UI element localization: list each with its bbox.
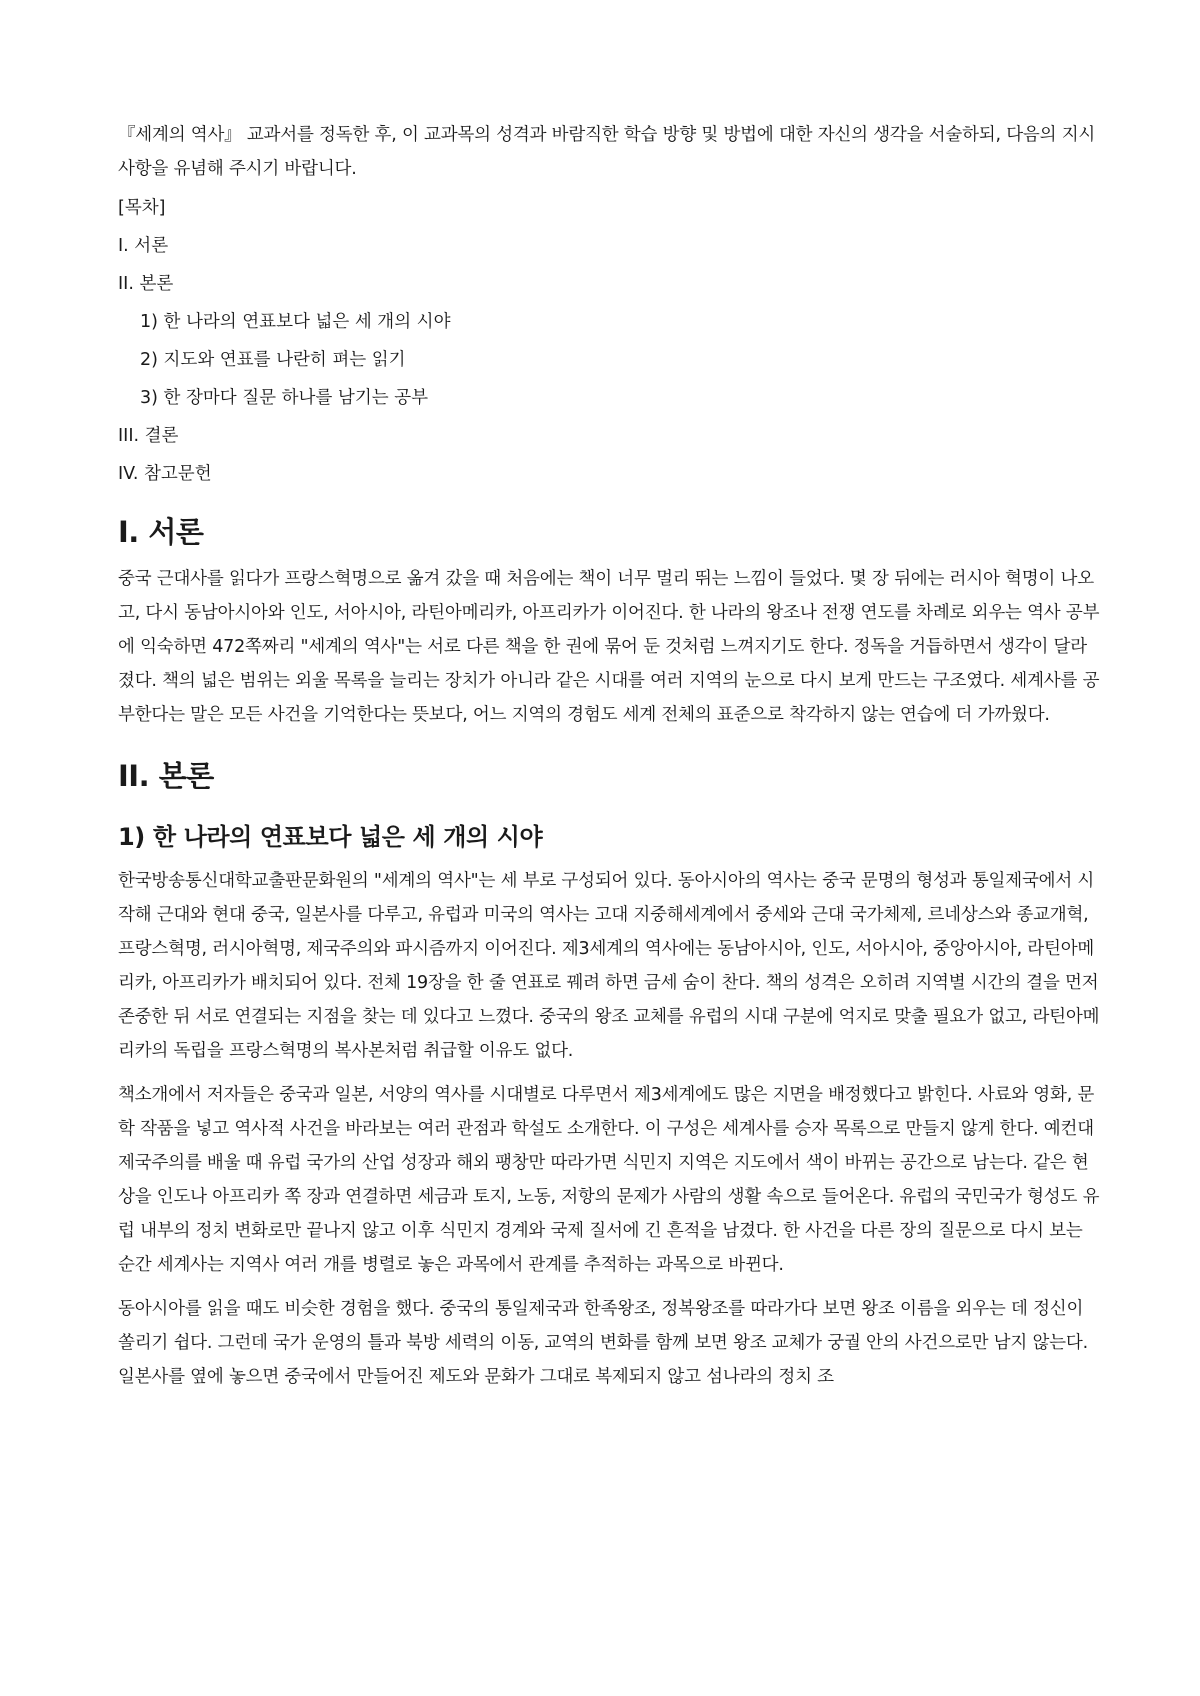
section-heading-introduction: I. 서론 — [118, 515, 204, 549]
toc-heading: [목차] — [118, 198, 166, 218]
body-paragraph: 동아시아를 읽을 때도 비슷한 경험을 했다. 중국의 통일제국과 한족왕조, 정복왕조를 따라가다 보면 왕조 이름을 외우는 데 정신이 쏠리기 쉽다. 그런데 국가 운영의 틀과 북방 세력의 이동, 교역의 변화를 함께 보면 왕조 교체가 궁궐 안의 사건으로만 남지 않는다. 일본사를 옆에 놓으면 중국에서 만들어진 제도와 문화가 그대로 복제되지 않고 섬나라의 정치 조 — [118, 1299, 1088, 1387]
section-heading-main-body: II. 본론 — [118, 759, 214, 793]
document-page — [118, 118, 1100, 1404]
toc-item: III. 결론 — [118, 426, 179, 446]
body-paragraph: 중국 근대사를 읽다가 프랑스혁명으로 옮겨 갔을 때 처음에는 책이 너무 멀리 뛰는 느낌이 들었다. 몇 장 뒤에는 러시아 혁명이 나오고, 다시 동남아시아와 인도, 서아시아, 라틴아메리카, 아프리카가 이어진다. 한 나라의 왕조나 전쟁 연도를 차례로 외우는 역사 공부에 익숙하면 472쪽짜리 "세계의 역사"는 서로 다른 책을 한 권에 묶어 둔 것처럼 느껴지기도 한다. 정독을 거듭하면서 생각이 달라졌다. 책의 넓은 범위는 외울 목록을 늘리는 장치가 아니라 같은 시대를 여러 지역의 눈으로 다시 보게 만드는 구조였다. 세계사를 공부한다는 말은 모든 사건을 기억한다는 뜻보다, 어느 지역의 경험도 세계 전체의 표준으로 착각하지 않는 연습에 더 가까웠다. — [118, 569, 1100, 725]
toc-subitem: 2) 지도와 연표를 나란히 펴는 읽기 — [140, 350, 406, 370]
toc-item: I. 서론 — [118, 236, 169, 256]
toc-item: IV. 참고문헌 — [118, 464, 212, 484]
toc-subitem: 1) 한 나라의 연표보다 넓은 세 개의 시야 — [140, 312, 451, 332]
body-paragraph: 책소개에서 저자들은 중국과 일본, 서양의 역사를 시대별로 다루면서 제3세계에도 많은 지면을 배정했다고 밝힌다. 사료와 영화, 문학 작품을 넣고 역사적 사건을 바라보는 여러 관점과 학설도 소개한다. 이 구성은 세계사를 승자 목록으로 만들지 않게 한다. 예컨대 제국주의를 배울 때 유럽 국가의 산업 성장과 해외 팽창만 따라가면 식민지 지역은 지도에서 색이 바뀌는 공간으로 남는다. 같은 현상을 인도나 아프리카 쪽 장과 연결하면 세금과 토지, 노동, 저항의 문제가 사람의 생활 속으로 들어온다. 유럽의 국민국가 형성도 유럽 내부의 정치 변화로만 끝나지 않고 이후 식민지 경계와 국제 질서에 긴 흔적을 남겼다. 한 사건을 다른 장의 질문으로 다시 보는 순간 세계사는 지역사 여러 개를 병렬로 놓은 과목에서 관계를 추적하는 과목으로 바뀐다. — [118, 1085, 1100, 1275]
body-paragraph: 한국방송통신대학교출판문화원의 "세계의 역사"는 세 부로 구성되어 있다. 동아시아의 역사는 중국 문명의 형성과 통일제국에서 시작해 근대와 현대 중국, 일본사를 다루고, 유럽과 미국의 역사는 고대 지중해세계에서 중세와 근대 국가체제, 르네상스와 종교개혁, 프랑스혁명, 러시아혁명, 제국주의와 파시즘까지 이어진다. 제3세계의 역사에는 동남아시아, 인도, 서아시아, 중앙아시아, 라틴아메리카, 아프리카가 배치되어 있다. 전체 19장을 한 줄 연표로 꿰려 하면 금세 숨이 찬다. 책의 성격은 오히려 지역별 시간의 결을 먼저 존중한 뒤 서로 연결되는 지점을 찾는 데 있다고 느꼈다. 중국의 왕조 교체를 유럽의 시대 구분에 억지로 맞출 필요가 없고, 라틴아메리카의 독립을 프랑스혁명의 복사본처럼 취급할 이유도 없다. — [118, 871, 1100, 1061]
intro-paragraph: 『세계의 역사』 교과서를 정독한 후, 이 교과목의 성격과 바람직한 학습 방향 및 방법에 대한 자신의 생각을 서술하되, 다음의 지시 사항을 유념해 주시기 바랍니다. — [118, 125, 1096, 179]
subsection-heading: 1) 한 나라의 연표보다 넓은 세 개의 시야 — [118, 823, 543, 851]
table-of-contents — [118, 194, 1100, 488]
toc-subitem: 3) 한 장마다 질문 하나를 남기는 공부 — [140, 388, 429, 408]
toc-item: II. 본론 — [118, 274, 174, 294]
